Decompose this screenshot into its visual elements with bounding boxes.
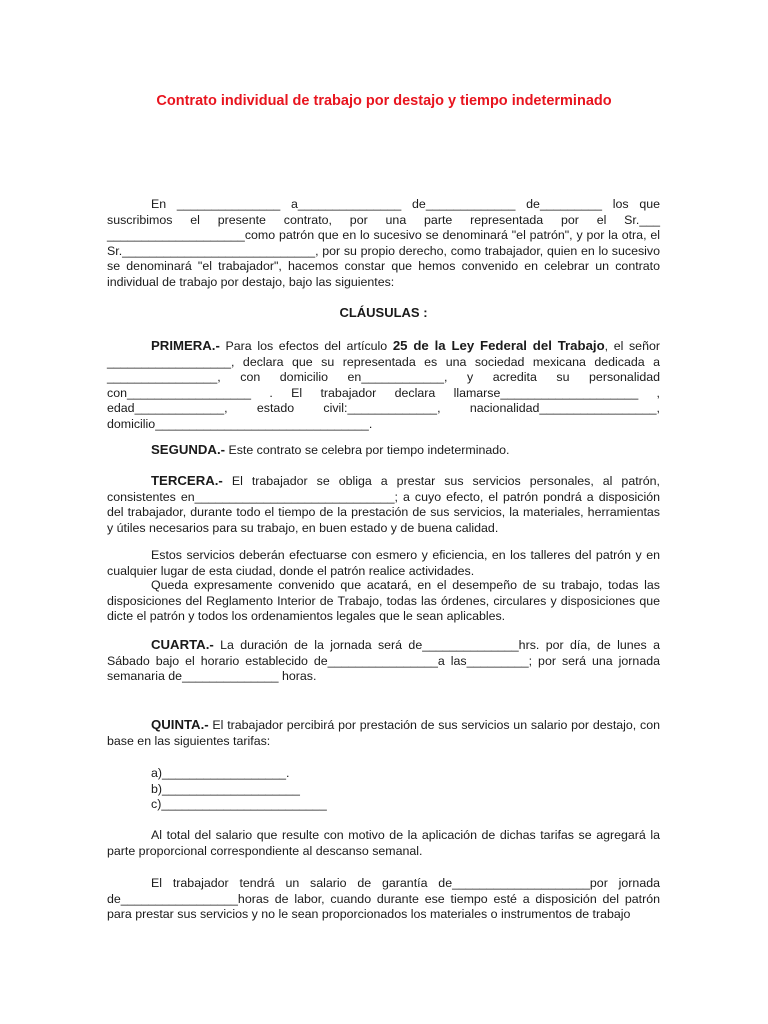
clause-label-tercera: TERCERA.- [151,473,223,488]
clause-label-quinta: QUINTA.- [151,717,209,732]
clause-text-primera-b: , el señor __________________, declara que su representada es una sociedad mexicana dedicada a ________________, con domicilio en____________, y acredita su personalidad con__________________ . El trabajador declara llamarse____________________ , edad_____________, estado civil:_____________, nacionalidad_________________, domicilio_______________________________. [107,339,660,431]
servicios-paragraph-2: Queda expresamente convenido que acatará, en el desempeño de su trabajo, todas las disposiciones del Reglamento Interior de Trabajo, todas las órdenes, circulares y disposiciones que dicte el patrón y todos los ordenamientos legales que le sean aplicables. [107,578,660,624]
clause-label-primera: PRIMERA.- [151,338,220,353]
total-paragraph: Al total del salario que resulte con motivo de la aplicación de dichas tarifas se agregará la parte proporcional correspondiente al descanso semanal. [107,828,660,858]
clause-text-primera-a: Para los efectos del artículo [219,339,393,353]
clause-quinta [107,717,660,749]
clause-label-segunda: SEGUNDA.- [151,442,225,457]
clause-primera [107,338,660,433]
clause-text-quinta: El trabajador percibirá por prestación de sus servicios un salario por destajo, con base en las siguientes tarifas: [107,718,660,748]
tarifa-item-b: b)____________________ [151,781,300,796]
clause-text-tercera: El trabajador se obliga a prestar sus servicios personales, al patrón, consistentes en_____________________________; a cuyo efecto, el patrón pondrá a disposición del trabajador, durante todo el tiempo de la prestación de sus servicios, la materiales, herramientas y útiles necesarios para su trabajo, en buen estado y de buena calidad. [107,474,660,535]
tarifa-item-c: c)________________________ [151,797,327,812]
tarifa-item-a: a)__________________. [151,766,290,780]
clause-tercera [107,473,660,536]
clause-segunda [107,442,660,459]
clause-label-cuarta: CUARTA.- [151,637,214,652]
clausulas-heading: CLÁUSULAS : [339,305,428,320]
tarifas-list [107,766,660,813]
garantia-paragraph: El trabajador tendrá un salario de garantía de____________________por jornada de_________________horas de labor, cuando durante ese tiempo esté a disposición del patrón para prestar sus servicios y no le sean proporcionados los materiales o instrumentos de trabajo [107,876,660,922]
document-title: Contrato individual de trabajo por destajo y tiempo indeterminado [156,93,612,109]
clause-text-segunda: Este contrato se celebra por tiempo indeterminado. [225,443,510,457]
intro-paragraph: En _______________ a_______________ de_____________ de_________ los que suscribimos el presente contrato, por una parte representada por el Sr.___ ____________________como patrón que en lo sucesivo se denominará "el patrón", y por la otra, el Sr.____________________________, por su propio derecho, como trabajador, quien en lo sucesivo se denominará "el trabajador", hacemos constar que hemos convenido en celebrar un contrato individual de trabajo por destajo, bajo las siguientes: [107,197,660,289]
servicios-paragraph-1: Estos servicios deberán efectuarse con esmero y eficiencia, en los talleres del patrón y en cualquier lugar de esta ciudad, donde el patrón realice actividades. [107,548,660,578]
clause-cuarta [107,637,660,685]
clause-text-cuarta: La duración de la jornada será de______________hrs. por día, de lunes a Sábado bajo el horario establecido de________________a las_________; por será una jornada semanaria de______________ horas. [107,638,660,684]
law-reference: 25 de la Ley Federal del Trabajo [392,338,605,353]
